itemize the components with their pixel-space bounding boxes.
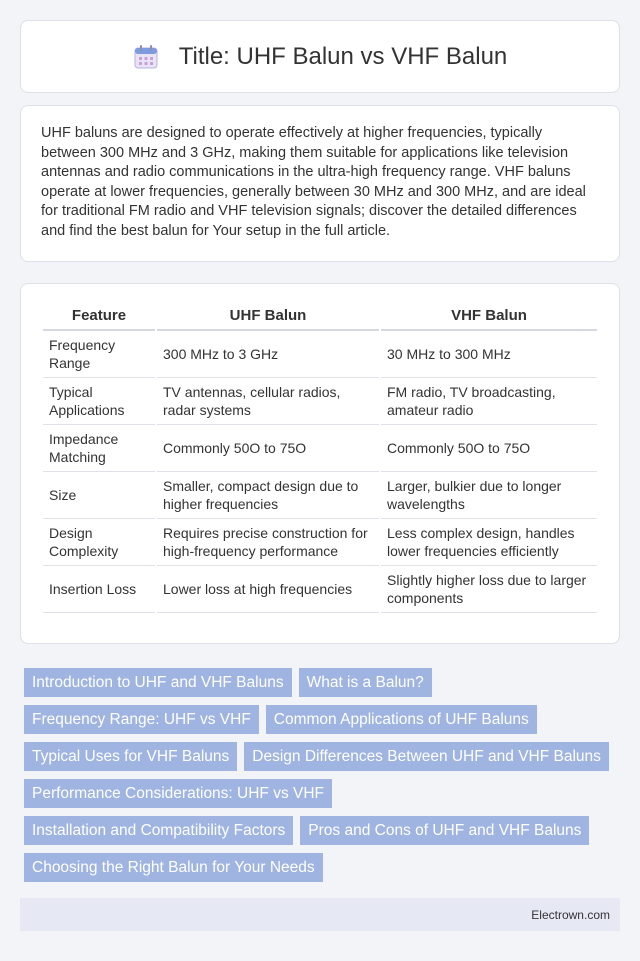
title-card xyxy=(20,20,620,93)
table-cell: 300 MHz to 3 GHz xyxy=(157,331,379,378)
tag-row xyxy=(24,853,620,882)
table-cell: Commonly 50O to 75O xyxy=(381,425,597,472)
footer-site-name: Electrown.com xyxy=(531,907,610,922)
table-cell: TV antennas, cellular radios, radar systems xyxy=(157,378,379,425)
header-uhf: UHF Balun xyxy=(157,302,379,331)
header-vhf: VHF Balun xyxy=(381,302,597,331)
topic-link[interactable]: Frequency Range: UHF vs VHF xyxy=(24,705,259,734)
tag-row xyxy=(24,816,620,845)
table-cell: Size xyxy=(43,472,155,519)
topic-links xyxy=(24,668,620,890)
topic-link[interactable]: Pros and Cons of UHF and VHF Baluns xyxy=(300,816,589,845)
table-cell: 30 MHz to 300 MHz xyxy=(381,331,597,378)
table-cell: Requires precise construction for high-frequency performance xyxy=(157,519,379,566)
table-row xyxy=(43,566,597,613)
intro-card xyxy=(20,105,620,262)
intro-paragraph: UHF baluns are designed to operate effectively at higher frequencies, typically between 300 MHz and 3 GHz, making them suitable for applications like television antennas and radio communications in the ultra-high frequency range. VHF baluns operate at lower frequencies, generally between 30 MHz and 300 MHz, and are ideal for traditional FM radio and VHF television signals; discover the detailed differences and find the best balun for Your setup in the full article. xyxy=(41,125,586,239)
topic-link[interactable]: What is a Balun? xyxy=(299,668,432,697)
table-row xyxy=(43,519,597,566)
table-cell: Insertion Loss xyxy=(43,566,155,613)
header-feature: Feature xyxy=(43,302,155,331)
table-row xyxy=(43,378,597,425)
topic-link[interactable]: Design Differences Between UHF and VHF Baluns xyxy=(244,742,609,771)
table-row xyxy=(43,331,597,378)
tag-row xyxy=(24,668,620,697)
topic-link[interactable]: Choosing the Right Balun for Your Needs xyxy=(24,853,323,882)
table-cell: Frequency Range xyxy=(43,331,155,378)
table-header-row xyxy=(43,302,597,331)
table-cell: Design Complexity xyxy=(43,519,155,566)
comparison-card xyxy=(20,283,620,644)
table-cell: Smaller, compact design due to higher frequencies xyxy=(157,472,379,519)
table-cell: Lower loss at high frequencies xyxy=(157,566,379,613)
table-cell: Larger, bulkier due to longer wavelengths xyxy=(381,472,597,519)
topic-link[interactable]: Common Applications of UHF Baluns xyxy=(266,705,537,734)
table-cell: Slightly higher loss due to larger components xyxy=(381,566,597,613)
table-row xyxy=(43,425,597,472)
table-cell: Commonly 50O to 75O xyxy=(157,425,379,472)
topic-link[interactable]: Performance Considerations: UHF vs VHF xyxy=(24,779,332,808)
topic-link[interactable]: Installation and Compatibility Factors xyxy=(24,816,293,845)
table-cell: Less complex design, handles lower frequencies efficiently xyxy=(381,519,597,566)
topic-link[interactable]: Introduction to UHF and VHF Baluns xyxy=(24,668,292,697)
table-row xyxy=(43,472,597,519)
footer xyxy=(20,898,620,931)
page-title: Title: UHF Balun vs VHF Balun xyxy=(178,42,508,70)
tag-row xyxy=(24,742,620,771)
table-cell: Impedance Matching xyxy=(43,425,155,472)
calendar-icon xyxy=(133,44,159,70)
tag-row xyxy=(24,705,620,734)
comparison-table xyxy=(41,302,599,613)
topic-link[interactable]: Typical Uses for VHF Baluns xyxy=(24,742,237,771)
table-cell: FM radio, TV broadcasting, amateur radio xyxy=(381,378,597,425)
table-cell: Typical Applications xyxy=(43,378,155,425)
tag-row xyxy=(24,779,620,808)
